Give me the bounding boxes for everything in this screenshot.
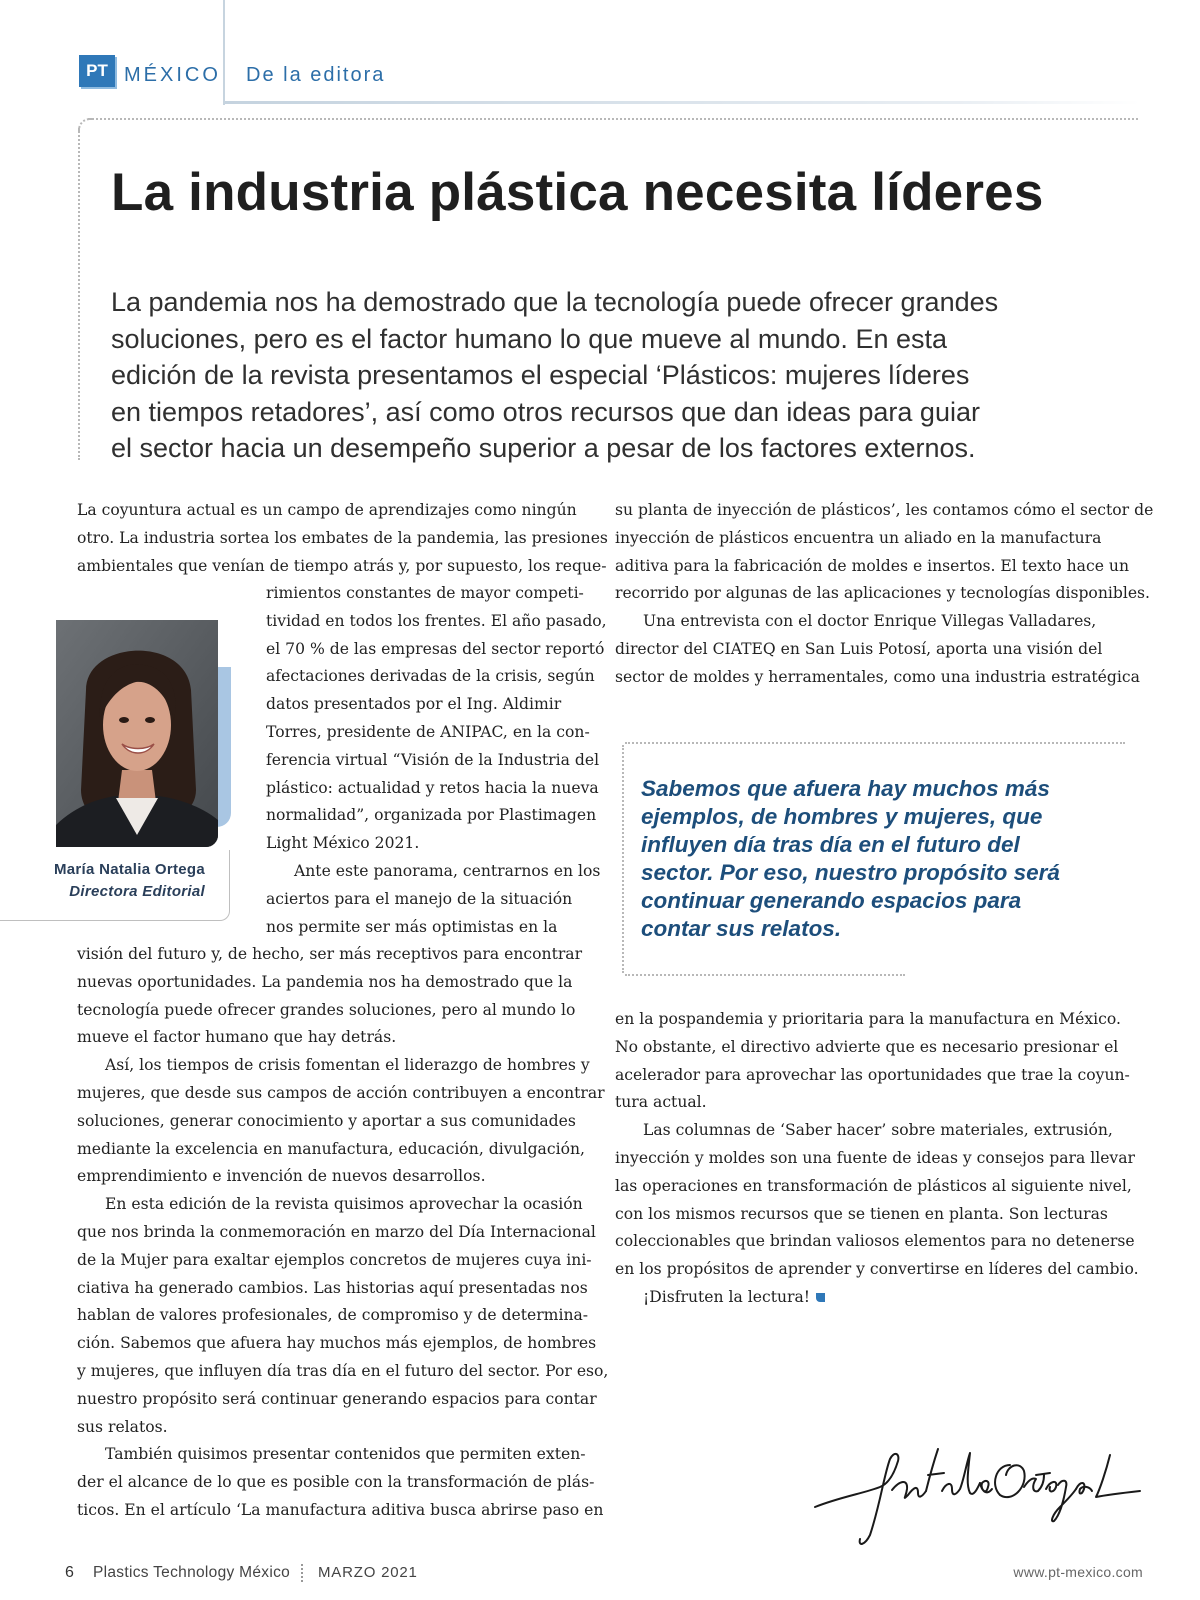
end-mark-icon bbox=[816, 1293, 825, 1302]
pull-quote-bottom-border bbox=[625, 974, 905, 976]
pull-quote bbox=[641, 775, 1121, 943]
body-line: datos presentados por el Ing. Aldimir bbox=[266, 695, 562, 714]
frame-corner bbox=[78, 118, 92, 132]
body-line: inyección de plásticos encuentra un aliado en la manufactura bbox=[615, 528, 1102, 547]
body-line: nuevas oportunidades. La pandemia nos ha demostrado que la bbox=[77, 972, 573, 991]
body-line: de la Mujer para exaltar ejemplos concretos de mujeres cuya ini- bbox=[77, 1250, 592, 1269]
body-line: en los propósitos de aprender y convertirse en líderes del cambio. bbox=[615, 1260, 1139, 1279]
body-line: ción. Sabemos que afuera hay muchos más ejemplos, de hombres bbox=[77, 1334, 597, 1353]
author-caption-box bbox=[0, 850, 230, 921]
body-line: mueve el factor humano que hay detrás. bbox=[77, 1028, 397, 1047]
body-line: Una entrevista con el doctor Enrique Villegas Valladares, bbox=[643, 612, 1097, 631]
header-rule bbox=[225, 101, 1140, 104]
body-line: der el alcance de lo que es posible con la transformación de plás- bbox=[77, 1473, 595, 1492]
column-1-bottom bbox=[77, 941, 608, 1525]
body-line: ambientales que venían de tiempo atrás y, por supuesto, los reque- bbox=[77, 556, 607, 575]
body-line: que nos brinda la conmemoración en marzo del Día Internacional bbox=[77, 1222, 596, 1241]
body-line: aciertos para el manejo de la situación bbox=[266, 889, 573, 908]
column-1-wrap bbox=[266, 580, 607, 941]
author-card bbox=[0, 620, 230, 920]
body-line: Torres, presidente de ANIPAC, en la con- bbox=[266, 722, 590, 741]
closing-text: ¡Disfruten la lectura! bbox=[643, 1287, 811, 1306]
section-label: De la editora bbox=[246, 64, 386, 86]
article-lead bbox=[111, 284, 1111, 467]
body-line: y mujeres, que influyen día tras día en el futuro del sector. Por eso, bbox=[77, 1361, 609, 1380]
body-line: nuestro propósito será continuar generando espacios para contar bbox=[77, 1389, 597, 1408]
pull-quote-line: influyen día tras día en el futuro del bbox=[641, 832, 1020, 857]
column-2-bottom bbox=[615, 1006, 1139, 1312]
body-line: tecnología puede ofrecer grandes soluciones, pero al mundo lo bbox=[77, 1000, 576, 1019]
lead-line: el sector hacia un desempeño superior a pesar de los factores externos. bbox=[111, 433, 976, 463]
body-line: acelerador para aprovechar las oportunidades que trae la coyun- bbox=[615, 1065, 1130, 1084]
body-line: plástico: actualidad y retos hacia la nueva bbox=[266, 778, 599, 797]
column-1-top bbox=[77, 497, 608, 580]
body-line: Light México 2021. bbox=[266, 834, 420, 853]
body-line: con los mismos recursos que se tienen en planta. Son lecturas bbox=[615, 1204, 1108, 1223]
issue-date: MARZO 2021 bbox=[318, 1564, 418, 1581]
pull-quote-line: ejemplos, de hombres y mujeres, que bbox=[641, 804, 1043, 829]
site-url[interactable]: www.pt-mexico.com bbox=[1013, 1564, 1143, 1580]
body-line: ciativa ha generado cambios. Las historias aquí presentadas nos bbox=[77, 1278, 588, 1297]
body-line: en la pospandemia y prioritaria para la manufactura en México. bbox=[615, 1010, 1121, 1028]
body-line: el 70 % de las empresas del sector reportó bbox=[266, 639, 605, 658]
lead-line: edición de la revista presentamos el especial ‘Plásticos: mujeres líderes bbox=[111, 360, 970, 390]
pull-quote-line: contar sus relatos. bbox=[641, 916, 842, 941]
pt-logo: PT bbox=[79, 55, 115, 87]
header-divider bbox=[223, 0, 225, 105]
lead-line: La pandemia nos ha demostrado que la tecnología puede ofrecer grandes bbox=[111, 287, 999, 317]
body-line: La coyuntura actual es un campo de aprendizajes como ningún bbox=[77, 501, 577, 519]
body-line: recorrido por algunas de las aplicaciones y tecnologías disponibles. bbox=[615, 584, 1151, 603]
body-line: nos permite ser más optimistas en la bbox=[266, 917, 558, 936]
body-line: soluciones, generar conocimiento y aportar a sus comunidades bbox=[77, 1111, 576, 1130]
body-line: emprendimiento e invención de nuevos desarrollos. bbox=[77, 1167, 486, 1186]
body-line: Las columnas de ‘Saber hacer’ sobre materiales, extrusión, bbox=[643, 1121, 1113, 1140]
body-line: aditiva para la fabricación de moldes e insertos. El texto hace un bbox=[615, 556, 1129, 575]
footer-separator bbox=[301, 1564, 303, 1582]
body-line: mujeres, que desde sus campos de acción contribuyen a encontrar bbox=[77, 1083, 605, 1102]
closing-line bbox=[615, 1284, 1139, 1312]
body-line: ticos. En el artículo ‘La manufactura aditiva busca abrirse paso en bbox=[77, 1500, 604, 1519]
body-line: rimientos constantes de mayor competi- bbox=[266, 584, 584, 602]
body-line: sus relatos. bbox=[77, 1417, 168, 1436]
body-line: director del CIATEQ en San Luis Potosí, aporta una visión del bbox=[615, 639, 1103, 658]
pull-quote-top-border bbox=[625, 742, 1125, 744]
body-line: tura actual. bbox=[615, 1093, 707, 1112]
body-line: mediante la excelencia en manufactura, educación, divulgación, bbox=[77, 1139, 585, 1158]
body-line: Ante este panorama, centrarnos en los bbox=[294, 861, 601, 880]
body-line: normalidad”, organizada por Plastimagen bbox=[266, 806, 597, 825]
pull-quote-line: sector. Por eso, nuestro propósito será bbox=[641, 860, 1060, 885]
lead-line: en tiempos retadores’, así como otros recursos que dan ideas para guiar bbox=[111, 396, 980, 427]
body-line: ferencia virtual “Visión de la Industria del bbox=[266, 750, 600, 769]
page-header bbox=[0, 0, 1200, 110]
body-line: otro. La industria sortea los embates de la pandemia, las presiones bbox=[77, 528, 608, 547]
author-role: Directora Editorial bbox=[69, 883, 205, 900]
pull-quote-line: continuar generando espacios para bbox=[641, 888, 1022, 913]
author-name: María Natalia Ortega bbox=[53, 861, 205, 878]
body-line: su planta de inyección de plásticos’, les contamos cómo el sector de bbox=[615, 501, 1154, 519]
article-title: La industria plástica necesita líderes bbox=[111, 163, 1044, 222]
body-line: afectaciones derivadas de la crisis, según bbox=[266, 667, 595, 686]
body-line: inyección y moldes son una fuente de ideas y consejos para llevar bbox=[615, 1148, 1135, 1167]
body-line: tividad en todos los frentes. El año pasado, bbox=[266, 611, 607, 630]
pull-quote-line: Sabemos que afuera hay muchos más bbox=[641, 776, 1050, 801]
body-line: En esta edición de la revista quisimos aprovechar la ocasión bbox=[105, 1195, 583, 1214]
body-line: las operaciones en transformación de plásticos al siguiente nivel, bbox=[615, 1176, 1132, 1195]
frame-left-border bbox=[78, 128, 80, 460]
body-line: También quisimos presentar contenidos que permiten exten- bbox=[105, 1445, 586, 1464]
frame-top-border bbox=[88, 118, 1138, 120]
body-line: coleccionables que brindan valiosos elementos para no detenerse bbox=[615, 1232, 1135, 1251]
publication-name: Plastics Technology México bbox=[93, 1564, 291, 1581]
page-footer bbox=[0, 1555, 1200, 1585]
page-number: 6 bbox=[65, 1564, 74, 1581]
body-line: sector de moldes y herramentales, como una industria estratégica bbox=[615, 667, 1140, 686]
body-line: No obstante, el directivo advierte que es necesario presionar el bbox=[615, 1037, 1119, 1056]
lead-line: soluciones, pero es el factor humano lo que mueve al mundo. En esta bbox=[111, 323, 947, 354]
body-line: hablan de valores profesionales, de compromiso y de determina- bbox=[77, 1306, 589, 1325]
signature bbox=[810, 1435, 1145, 1550]
logo-country: MÉXICO bbox=[124, 64, 221, 86]
pull-quote-left-border bbox=[622, 745, 624, 973]
column-2-top bbox=[615, 497, 1153, 692]
body-line: Así, los tiempos de crisis fomentan el liderazgo de hombres y bbox=[105, 1056, 590, 1075]
author-photo bbox=[56, 620, 218, 847]
body-line: visión del futuro y, de hecho, ser más receptivos para encontrar bbox=[77, 945, 583, 963]
